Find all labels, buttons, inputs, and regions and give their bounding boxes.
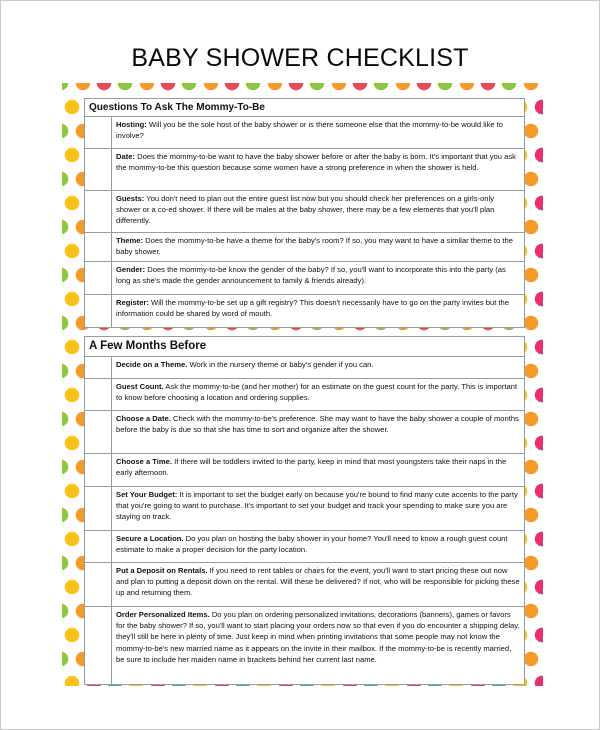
checkbox[interactable] [85,233,112,261]
item-text: Put a Deposit on Rentals. If you need to rent tables or chairs for the event, you'll want to start pricing these out now and plan to putting a deposit down on the rental. Will these be delivered? If not, who will be responsible for picking these up and returning them. [116,566,520,598]
item-text: Decide on a Theme. Work in the nursery theme or baby's gender if you can. [116,360,374,369]
item-text: Set Your Budget: It is important to set the budget early on because you're bound to find many cute accents to the party that you're going to want to purchase. It's important to set your budget and track your spending to make sure you are staying on track. [116,490,518,522]
document-title: BABY SHOWER CHECKLIST [131,44,469,72]
checklist-row [85,295,524,327]
section-few-months-before [84,336,525,685]
item-text: Choose a Time. If there will be toddlers invited to the party, keep in mind that most youngsters take their naps in the early afternoon. [116,457,507,478]
checkbox[interactable] [85,454,112,486]
checklist-row [85,233,524,262]
item-text: Hosting: Will you be the sole host of the baby shower or is there someone else that the mommy-to-be would like to involve? [116,120,504,141]
checkbox[interactable] [85,607,112,684]
checkbox[interactable] [85,117,112,148]
checklist-row [85,563,524,607]
checklist-row [85,191,524,233]
checkbox[interactable] [85,487,112,530]
checklist-row [85,454,524,487]
item-text: Register: Will the mommy-to-be set up a gift registry? This doesn't necessarily have to go on the party invites but the information could be shared by word of mouth. [116,298,509,319]
item-text: Gender: Does the mommy-to-be know the gender of the baby? If so, you'll want to incorporate this into the party (as long as she's made the gender announcement to family & friends already). [116,265,506,286]
item-text: Guests: You don't need to plan out the entire guest list now but you should check her preferences on a girls-only shower or a co-ed shower. If there will be males at the baby shower, there may be a few elements that you'll plan differently. [116,194,495,226]
section-heading: Questions To Ask The Mommy-To-Be [85,99,524,117]
checklist-row [85,262,524,295]
checkbox[interactable] [85,411,112,453]
checklist-row [85,531,524,563]
checklist-row [85,607,524,684]
checkbox[interactable] [85,531,112,562]
checklist-row [85,149,524,191]
checkbox[interactable] [85,191,112,232]
checkbox[interactable] [85,149,112,190]
item-text: Order Personalized Items. Do you plan on ordering personalized invitations, decorations (banners), games or favors for the baby shower? If so, you'll want to start placing your orders now so that even if you do encounter a shipping delay, they'll still be here in plenty of time. Just keep in mind when printing invitations that some people may not know the mommy-to-be's new married name as it appears on the invite in their mailbox. If the mommy-to-be is recently married, be sure to include her maiden name in brackets behind her current last name. [116,610,520,664]
checkbox[interactable] [85,262,112,294]
checklist-row [85,357,524,379]
item-text: Theme: Does the mommy-to-be have a theme for the baby's room? If so, you may want to have a similar theme to the baby shower. [116,236,513,257]
item-text: Secure a Location. Do you plan on hosting the baby shower in your home? You'll need to know a rough guest count estimate to make a proper decision for the party location. [116,534,508,555]
checkbox[interactable] [85,357,112,378]
item-text: Guest Count. Ask the mommy-to-be (and her mother) for an estimate on the guest count for the party. This is important to know before choosing a location and ordering supplies. [116,382,518,403]
checklist-row [85,379,524,411]
checklist-row [85,487,524,531]
checkbox[interactable] [85,295,112,327]
section-heading: A Few Months Before [85,337,524,357]
checklist-row [85,411,524,454]
checklist-row [85,117,524,149]
checkbox[interactable] [85,379,112,410]
checkbox[interactable] [85,563,112,606]
item-text: Choose a Date. Check with the mommy-to-be's preference. She may want to have the baby shower a couple of months before the baby is due so that she has time to sort and organize after the shower. [116,414,519,435]
section-questions [84,98,525,328]
item-text: Date: Does the mommy-to-be want to have the baby shower before or after the baby is born. It's important that you ask the mommy-to-be this question because some women have a strong preference in when the shower is held. [116,152,516,173]
